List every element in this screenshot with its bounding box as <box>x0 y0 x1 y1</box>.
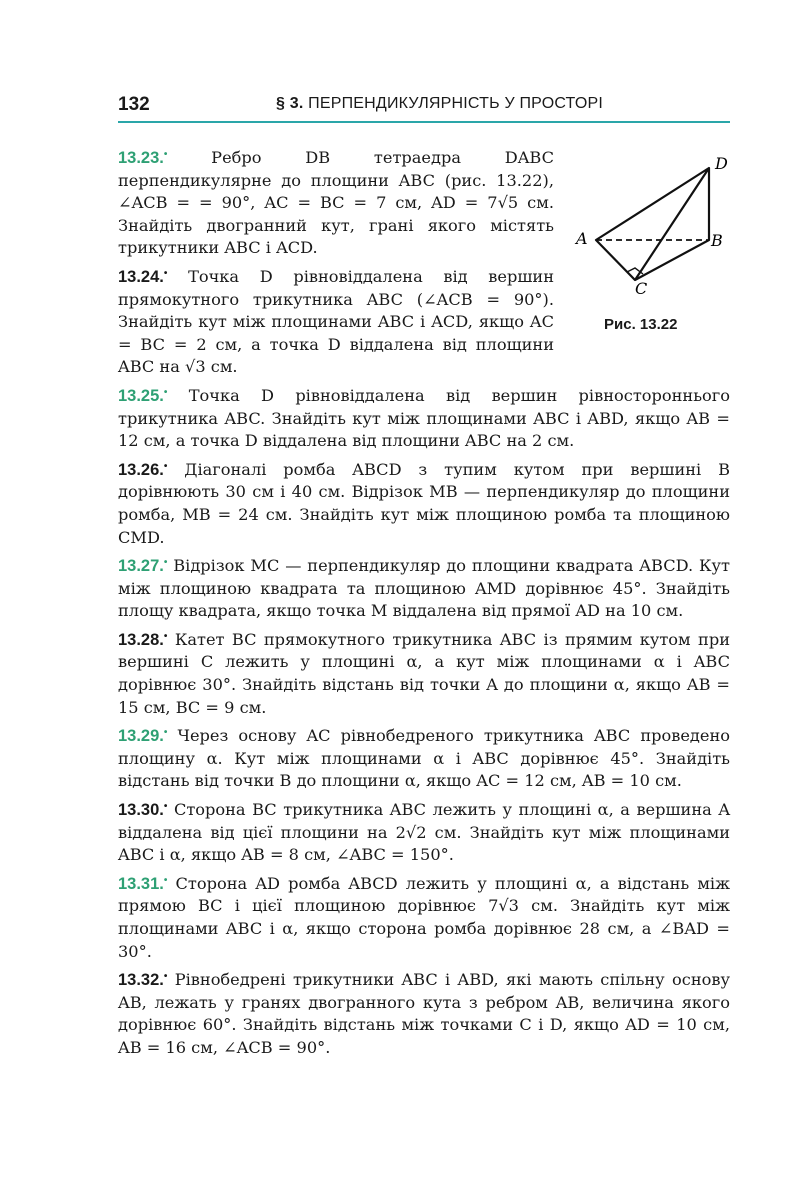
figure-caption: Рис. 13.22 <box>604 316 678 333</box>
problem-number: 13.27.• <box>118 557 168 576</box>
problem-item <box>118 552 730 623</box>
problem-number: 13.31.• <box>118 874 168 893</box>
label-D: D <box>715 154 728 173</box>
problem-list <box>118 144 730 1063</box>
label-C: C <box>635 279 648 298</box>
label-B: B <box>711 231 723 250</box>
problem-number: 13.26.• <box>118 460 168 479</box>
problem-item <box>118 722 730 793</box>
problem-text: Точка D рівновіддалена від вершин прямокутного трикутника ABC (∠ACB = 90°). Знайдіть кут між площинами ABC і ACD, якщо AC = BC = 2 см, а точка D віддалена від площини ABC на √3 см. <box>118 266 554 377</box>
problem-number: 13.28.• <box>118 630 168 649</box>
problem-text: Точка D рівновіддалена від вершин рівностороннього трикутника ABC. Знайдіть кут між площинами ABC і ABD, якщо AB = 12 см, а точка D віддалена від площини ABC на 2 см. <box>118 385 730 451</box>
problem-number: 13.32.• <box>118 971 168 990</box>
problem-number: 13.29.• <box>118 727 168 746</box>
problem-text: Діагоналі ромба ABCD з тупим кутом при вершині B дорівнюють 30 см і 40 см. Відрізок MB — перпендикуляр до площини ромба, MB = 24 см. Знайдіть кут між площиною ромба та площиною CMD. <box>118 459 731 547</box>
problem-item <box>118 263 554 379</box>
page-number: 132 <box>118 94 150 115</box>
problem-text: Сторона BC трикутника ABC лежить у площині α, а вершина A віддалена від цієї площини на 2√2 см. Знайдіть кут між площинами ABC і α, якщо AB = 8 см, ∠ABC = 150°. <box>118 800 731 865</box>
problem-item <box>118 456 730 549</box>
problem-number: 13.24.• <box>118 267 168 286</box>
problem-item <box>118 382 730 453</box>
problem-item <box>118 626 730 719</box>
problem-number: 13.23.• <box>118 149 168 167</box>
problem-text: Відрізок MC — перпендикуляр до площини квадрата ABCD. Кут між площиною квадрата та площиною AMD дорівнює 45°. Знайдіть площу квадрата, якщо точка M віддалена від прямої AD на 10 см. <box>118 556 730 621</box>
section-title <box>276 95 603 113</box>
problem-item <box>118 796 730 867</box>
section-title-text: ПЕРПЕНДИКУЛЯРНІСТЬ У ПРОСТОРІ <box>308 95 603 112</box>
label-A: A <box>576 229 588 248</box>
problem-item <box>118 870 730 963</box>
problem-text: Через основу AC рівнобедреного трикутника ABC проведено площину α. Кут між площинами α і ABC дорівнює 45°. Знайдіть відстань від точки B до площини α, якщо AC = 12 см, AB = 10 см. <box>118 726 730 791</box>
problem-number: 13.25.• <box>118 386 168 405</box>
page-header <box>118 92 730 122</box>
problem-text: Ребро DB тетраедра DABC перпендикулярне до площини ABC (рис. 13.22), ∠ACB = = 90°, AC = BC = 7 см, AD = 7√5 см. Знайдіть двогранний кут, грані якого містять трикутники ABC і ACD. <box>118 148 554 258</box>
problem-text: Сторона AD ромба ABCD лежить у площині α, а відстань між прямою BC і цієї площиною дорівнює 7√3 см. Знайдіть кут між площинами ABC і α, якщо сторона ромба дорівнює 28 см, а ∠BAD = 30°. <box>118 873 730 961</box>
problem-number: 13.30.• <box>118 801 168 820</box>
section-marker: § 3. <box>276 95 304 112</box>
problem-item <box>118 966 730 1059</box>
problem-text: Катет BC прямокутного трикутника ABC із прямим кутом при вершині C лежить у площині α, а кут між площинами α і ABC дорівнює 30°. Знайдіть відстань від точки A до площини α, якщо AB = 15 см, BC = 9 см. <box>118 629 730 717</box>
header-rule <box>118 121 730 123</box>
problem-item <box>118 144 554 260</box>
problem-text: Рівнобедрені трикутники ABC і ABD, які мають спільну основу AB, лежать у гранях двогранного кута з ребром AB, величина якого дорівнює 60°. Знайдіть відстань між точками C і D, якщо AD = 10 см, AB = 16 см, ∠ACB = 90°. <box>118 970 730 1057</box>
